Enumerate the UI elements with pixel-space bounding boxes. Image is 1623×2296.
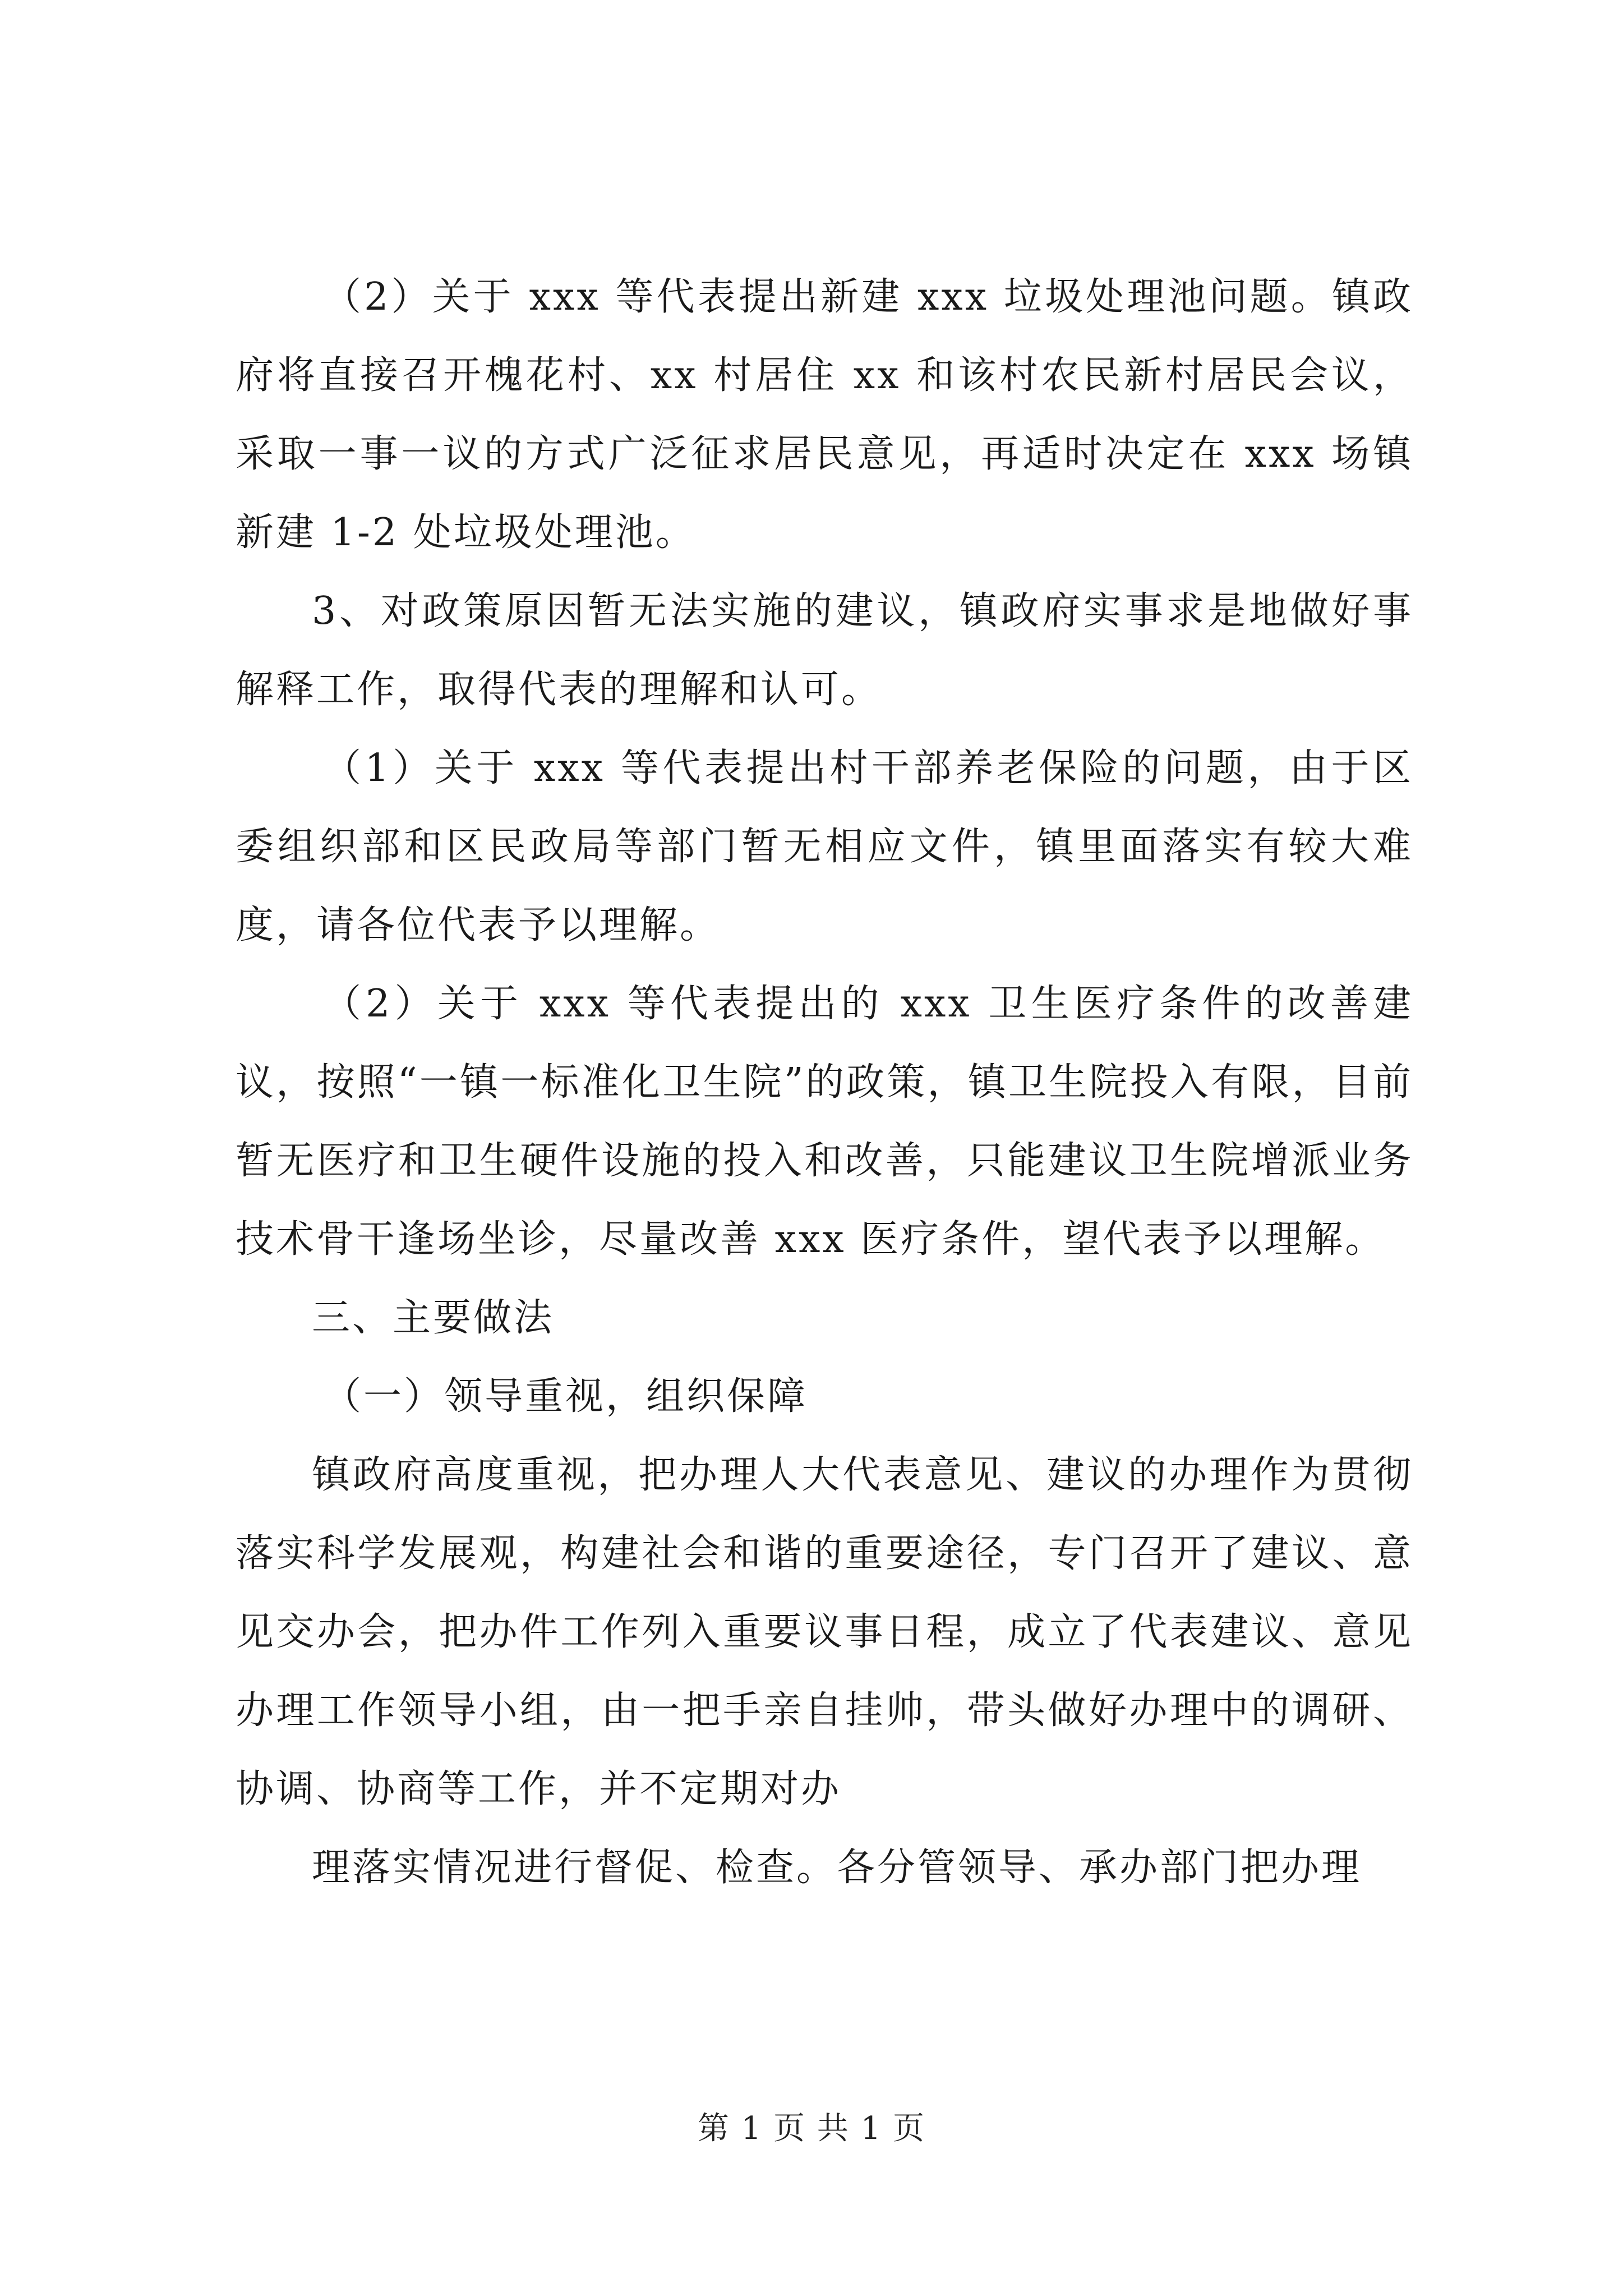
paragraph-item-1-pension: （1）关于 xxx 等代表提出村干部养老保险的问题，由于区委组织部和区民政局等部门暂无相应文件，镇里面落实有较大难度，请各位代表予以理解。 (236, 746, 1413, 947)
paragraph-policy-explanation: 3、对政策原因暂无法实施的建议，镇政府实事求是地做好事解释工作，取得代表的理解和认可。 (236, 589, 1413, 712)
page-number-footer: 第 1 页 共 1 页 (697, 2110, 926, 2147)
section-heading-main-practices: 三、主要做法 (312, 1296, 555, 1340)
paragraph-item-2-medical: （2）关于 xxx 等代表提出的 xxx 卫生医疗条件的改善建议，按照“一镇一标准化卫生院”的政策，镇卫生院投入有限，目前暂无医疗和卫生硬件设施的投入和改善，只能建议卫生院增派业务技术骨干逢场坐诊，尽量改善 xxx 医疗条件，望代表予以理解。 (236, 982, 1413, 1262)
document-body (236, 258, 1413, 1907)
paragraph-leadership-detail: 镇政府高度重视，把办理人大代表意见、建议的办理作为贯彻落实科学发展观，构建社会和谐的重要途径，专门召开了建议、意见交办会，把办件工作列入重要议事日程，成立了代表建议、意见办理工作领导小组，由一把手亲自挂帅，带头做好办理中的调研、协调、协商等工作，并不定期对办 (236, 1453, 1413, 1811)
paragraph-item-2-garbage-pool: （2）关于 xxx 等代表提出新建 xxx 垃圾处理池问题。镇政府将直接召开槐花村、xx 村居住 xx 和该村农民新村居民会议，采取一事一议的方式广泛征求居民意见，再适时决定在 xxx 场镇新建 1-2 处垃圾处理池。 (236, 275, 1413, 555)
paragraph-continuation: 理落实情况进行督促、检查。各分管领导、承办部门把办理 (312, 1846, 1362, 1890)
subsection-heading-leadership: （一）领导重视，组织保障 (323, 1374, 808, 1419)
